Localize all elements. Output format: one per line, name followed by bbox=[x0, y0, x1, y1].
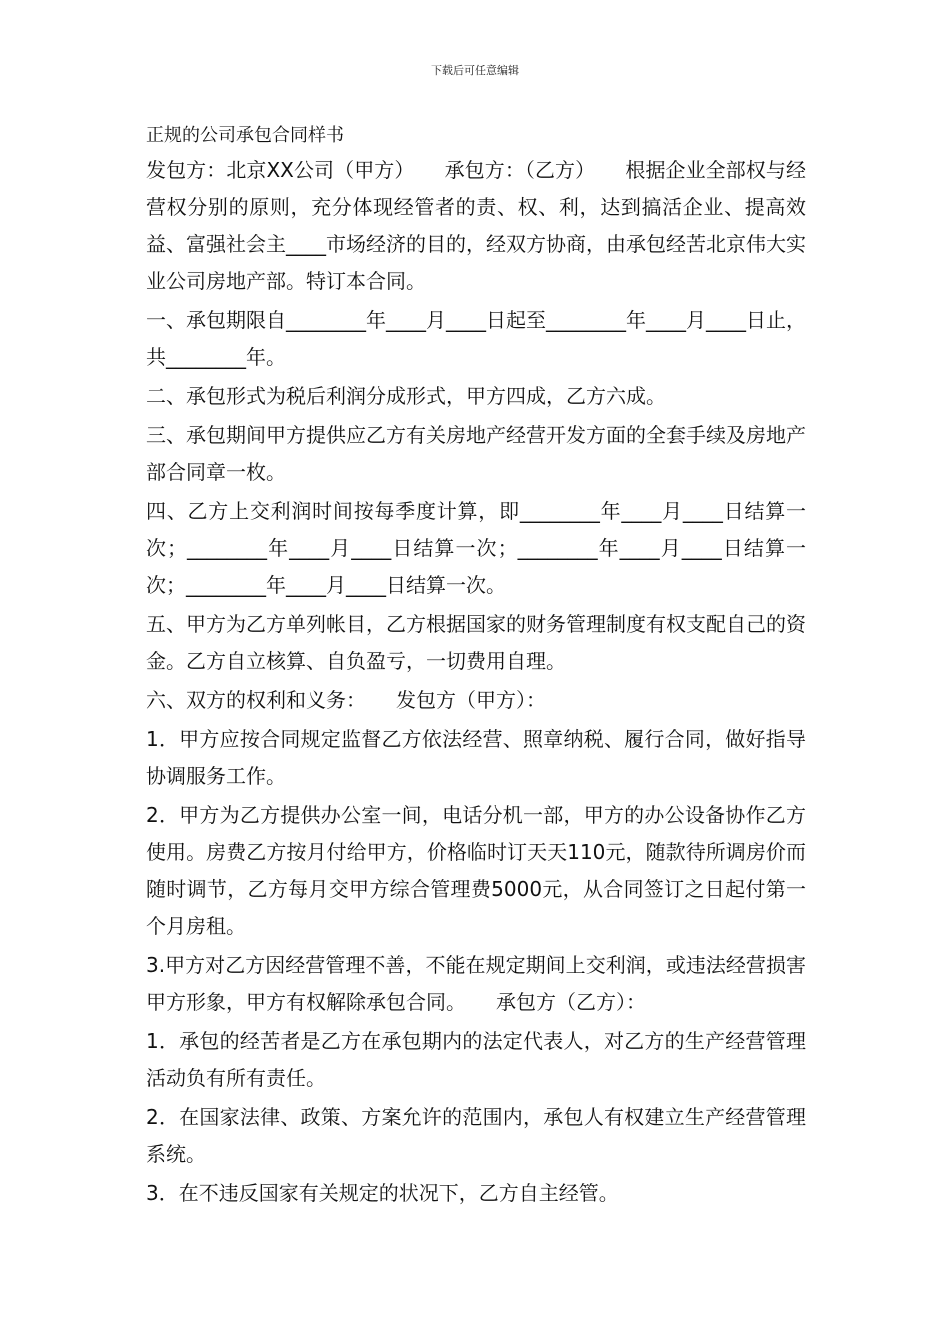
paragraph-party-b-item-1: 1．承包的经苦者是乙方在承包期内的法定代表人，对乙方的生产经营管理活动负有所有责任。 bbox=[146, 1029, 806, 1090]
paragraph-profit-share: 二、承包形式为税后利润分成形式，甲方四成，乙方六成。 bbox=[146, 384, 666, 408]
paragraph-party-b-item-3: 3．在不违反国家有关规定的状况下，乙方自主经管。 bbox=[146, 1181, 619, 1205]
paragraph-party-a-item-1: 1．甲方应按合同规定监督乙方依法经营、照章纳税、履行合同，做好指导协调服务工作。 bbox=[146, 727, 806, 788]
document-body bbox=[146, 120, 806, 1214]
paragraph-parties: 发包方：北京XX公司（甲方） 承包方：（乙方） 根据企业全部权与经营权分别的原则，充分体现经管者的责、权、利，达到搞活企业、提高效益、富强社会主____市场经济的目的，经双方协商，由承包经苦北京伟大实业公司房地产部。特订本合同。 bbox=[146, 158, 806, 293]
paragraph-rights-heading: 六、双方的权利和义务： 发包方（甲方）： bbox=[146, 688, 546, 712]
paragraph-term: 一、承包期限自________年____月____日起至________年____月____日止，共________年。 bbox=[146, 308, 806, 369]
paragraph-party-a-item-3: 3.甲方对乙方因经营管理不善，不能在规定期间上交利润，或违法经营损害甲方形象，甲方有权解除承包合同。 承包方（乙方）： bbox=[146, 953, 806, 1014]
paragraph-accounts: 五、甲方为乙方单列帐目，乙方根据国家的财务管理制度有权支配自己的资金。乙方自立核算、自负盈亏，一切费用自理。 bbox=[146, 612, 806, 673]
paragraph-party-a-item-2: 2．甲方为乙方提供办公室一间，电话分机一部，甲方的办公设备协作乙方使用。房费乙方按月付给甲方，价格临时订天天110元，随款待所调房价而随时调节，乙方每月交甲方综合管理费5000元，从合同签订之日起付第一个月房租。 bbox=[146, 803, 806, 938]
document-title: 正规的公司承包合同样书 bbox=[146, 125, 344, 146]
paragraph-procedures: 三、承包期间甲方提供应乙方有关房地产经营开发方面的全套手续及房地产部合同章一枚。 bbox=[146, 423, 806, 484]
paragraph-settlement: 四、乙方上交利润时间按每季度计算，即________年____月____日结算一次；________年____月____日结算一次；________年____月____日结算一次；________年____月____日结算一次。 bbox=[146, 499, 806, 597]
paragraph-party-b-item-2: 2．在国家法律、政策、方案允许的范围内，承包人有权建立生产经营管理系统。 bbox=[146, 1105, 806, 1166]
page-header: 下载后可任意编辑 bbox=[431, 64, 519, 77]
